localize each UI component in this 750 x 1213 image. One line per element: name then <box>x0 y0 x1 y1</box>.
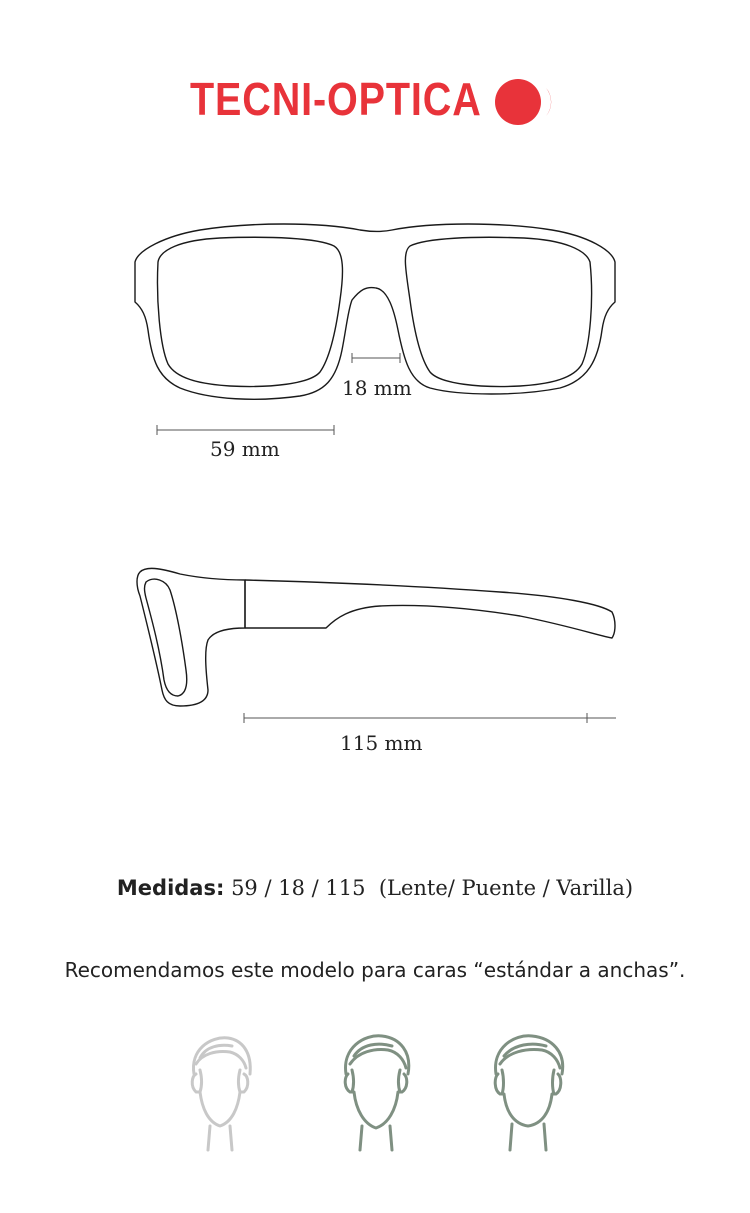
glasses-front-drawing <box>0 0 750 480</box>
standard-face-icon <box>336 1030 416 1155</box>
face-recommendation-text: Recomendamos este modelo para caras “estándar a anchas”. <box>64 958 686 982</box>
measures-key: Medidas: <box>116 876 225 900</box>
narrow-face-icon <box>180 1030 260 1155</box>
bridge-width-label: 18 mm <box>342 376 412 400</box>
measures-values: 59 / 18 / 115 <box>231 876 366 900</box>
glasses-side-drawing <box>0 540 750 740</box>
wide-face-icon <box>488 1030 568 1155</box>
face-shapes-row <box>0 1030 750 1155</box>
temple-length-label: 115 mm <box>340 731 423 755</box>
brand-name: TECNI-OPTICA <box>190 73 482 125</box>
measures-line <box>0 876 750 900</box>
lens-width-label: 59 mm <box>210 437 280 461</box>
measures-legend: (Lente/ Puente / Varilla) <box>378 876 634 900</box>
